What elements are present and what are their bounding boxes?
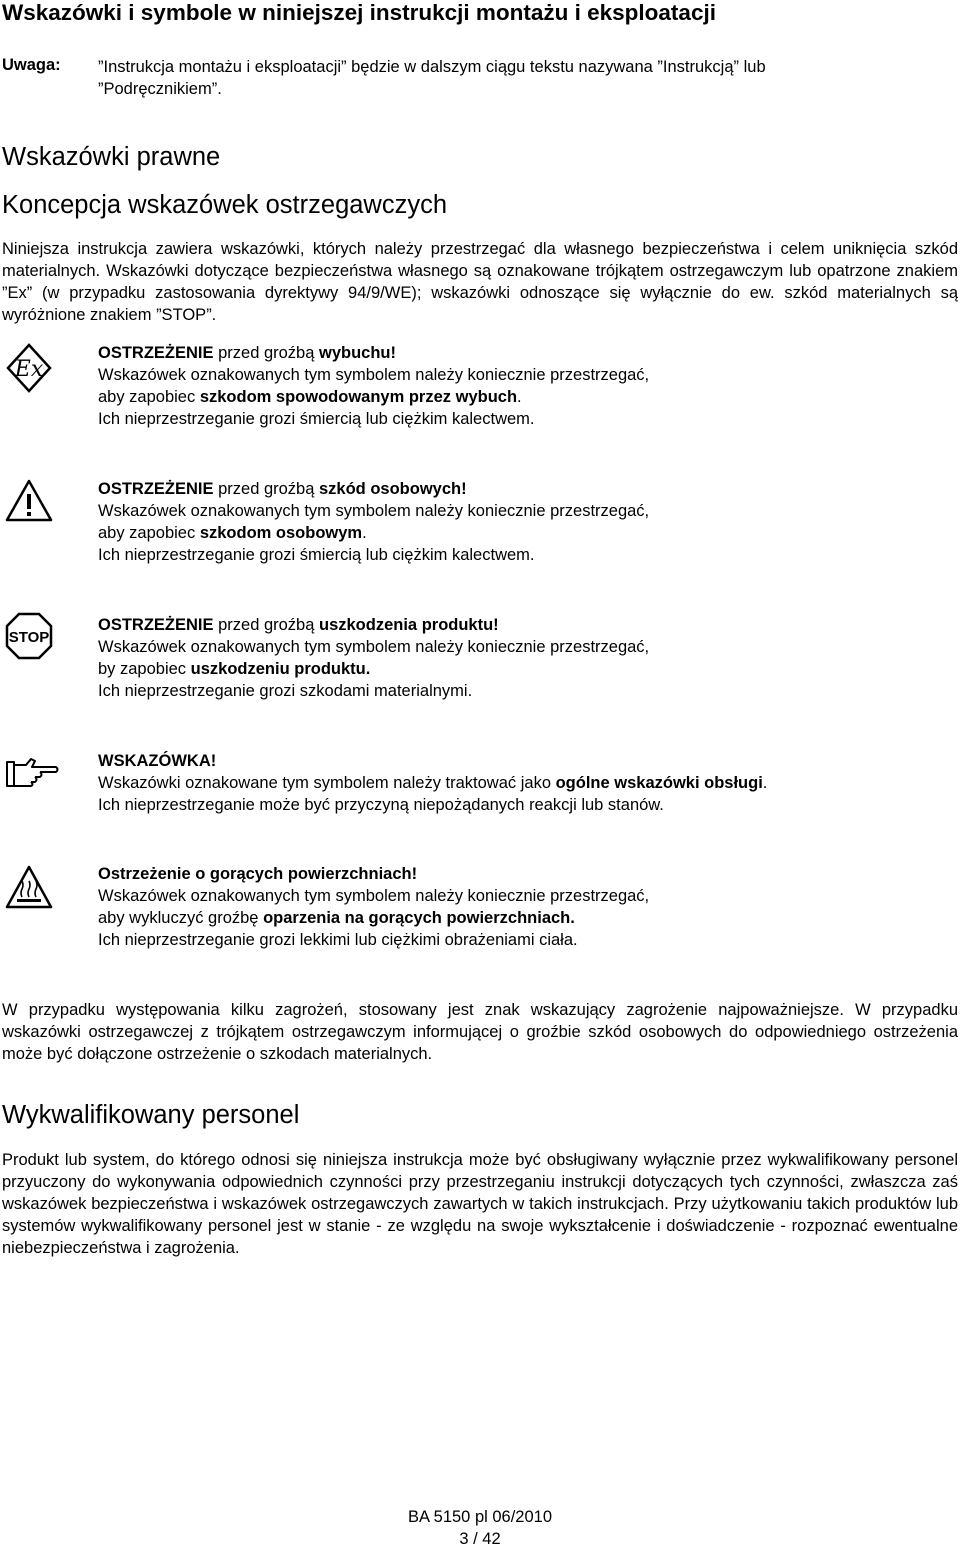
warning-concept-intro: Niniejsza instrukcja zawiera wskazówki, których należy przestrzegać dla własnego bezpieczeństwa i celem uniknięcia szkód materialnych. Wskazówki dotyczące bezpieczeństwa własnego są oznakowane trójkątem ostrzegawczym lub opatrzone znakiem ”Ex” (w przypadku zastosowania dyrektywy 94/9/WE); wskazówki odnoszące się wyłącznie do ew. szkód materialnych są wyróżnione znakiem ”STOP”.: [2, 240, 958, 324]
explosion-warning-title: OSTRZEŻENIE przed groźbą wybuchu!: [98, 344, 396, 362]
product-damage-warning-line2: by zapobiec uszkodzeniu produktu.: [98, 660, 371, 678]
product-damage-warning-line3: Ich nieprzestrzeganie grozi szkodami materialnymi.: [98, 682, 473, 700]
page-title: Wskazówki i symbole w niniejszej instrukcji montażu i eksploatacji: [2, 0, 716, 25]
note-label: Uwaga:: [2, 56, 61, 74]
qualified-personnel-text: Produkt lub system, do którego odnosi się niniejsza instrukcja może być obsługiwany wyłącznie przez wykwalifikowany personel przyuczony do wykonywania odpowiednich czynności przy przestrzeganiu instrukcji dotyczących tych czynności, zwłaszcza zaś wskazówek bezpieczeństwa i wskazówek ostrzegawczych zawartych w takich instrukcjach. Przy użytkowaniu takich produktów lub systemów wykwalifikowany personel jest w stanie - ze względu na swoje wykształcenie i doświadczenie - rozpoznać ewentualne niebezpieczeństwa i zagrożenia.: [2, 1151, 958, 1257]
general-note-title: WSKAZÓWKA!: [98, 752, 217, 770]
warning-concept-heading: Koncepcja wskazówek ostrzegawczych: [2, 191, 448, 219]
explosion-warning-block: [98, 342, 938, 430]
qualified-personnel-heading: Wykwalifikowany personel: [2, 1101, 300, 1129]
ex-explosion-icon: [4, 343, 54, 393]
product-damage-warning-title: OSTRZEŻENIE przed groźbą uszkodzenia produktu!: [98, 616, 499, 634]
explosion-warning-line1: Wskazówek oznakowanych tym symbolem należy koniecznie przestrzegać,: [98, 366, 650, 384]
svg-text:Ex: Ex: [14, 357, 44, 382]
hot-surface-icon: [4, 863, 54, 913]
legal-heading: Wskazówki prawne: [2, 143, 221, 171]
hot-surface-warning-line2: aby wykluczyć groźbę oparzenia na gorących powierzchniach.: [98, 909, 575, 927]
personal-injury-warning-line1: Wskazówek oznakowanych tym symbolem należy koniecznie przestrzegać,: [98, 502, 650, 520]
personal-injury-warning-line2: aby zapobiec szkodom osobowym.: [98, 524, 367, 542]
note-text: ”Instrukcja montażu i eksploatacji” będzie w dalszym ciągu tekstu nazywana ”Instrukcją” lub ”Podręcznikiem”.: [98, 58, 766, 98]
footer-page-number: 3 / 42: [459, 1530, 501, 1548]
personal-injury-warning-title: OSTRZEŻENIE przed groźbą szkód osobowych!: [98, 480, 467, 498]
multi-hazard-paragraph: W przypadku występowania kilku zagrożeń, stosowany jest znak wskazujący zagrożenie najpoważniejsze. W przypadku wskazówki ostrzegawczej z trójkątem ostrzegawczym informującej o groźbie szkód osobowych do odpowiedniego ostrzeżenia może być dołączone ostrzeżenie o szkodach materialnych.: [2, 1001, 958, 1063]
footer-doc-id: BA 5150 pl 06/2010: [407, 1508, 553, 1526]
explosion-warning-line2: aby zapobiec szkodom spowodowanym przez wybuch.: [98, 388, 522, 406]
warning-triangle-icon: [4, 476, 54, 526]
hot-surface-warning-line3: Ich nieprzestrzeganie grozi lekkimi lub ciężkimi obrażeniami ciała.: [98, 931, 578, 949]
personal-injury-warning-block: [98, 478, 938, 566]
product-damage-warning-block: [98, 614, 938, 702]
hot-surface-warning-title: Ostrzeżenie o gorących powierzchniach!: [98, 865, 418, 883]
pointing-hand-icon: [4, 748, 64, 798]
explosion-warning-line3: Ich nieprzestrzeganie grozi śmiercią lub ciężkim kalectwem.: [98, 410, 535, 428]
hot-surface-warning-line1: Wskazówek oznakowanych tym symbolem należy koniecznie przestrzegać,: [98, 887, 650, 905]
personal-injury-warning-line3: Ich nieprzestrzeganie grozi śmiercią lub ciężkim kalectwem.: [98, 546, 535, 564]
general-note-line2: Ich nieprzestrzeganie może być przyczyną niepożądanych reakcji lub stanów.: [98, 796, 664, 814]
svg-text:STOP: STOP: [8, 629, 50, 646]
general-note-block: [98, 750, 938, 816]
product-damage-warning-line1: Wskazówek oznakowanych tym symbolem należy koniecznie przestrzegać,: [98, 638, 650, 656]
general-note-line1: Wskazówki oznakowane tym symbolem należy traktować jako ogólne wskazówki obsługi.: [98, 774, 768, 792]
stop-sign-icon: [4, 611, 54, 661]
hot-surface-warning-block: [98, 863, 938, 951]
